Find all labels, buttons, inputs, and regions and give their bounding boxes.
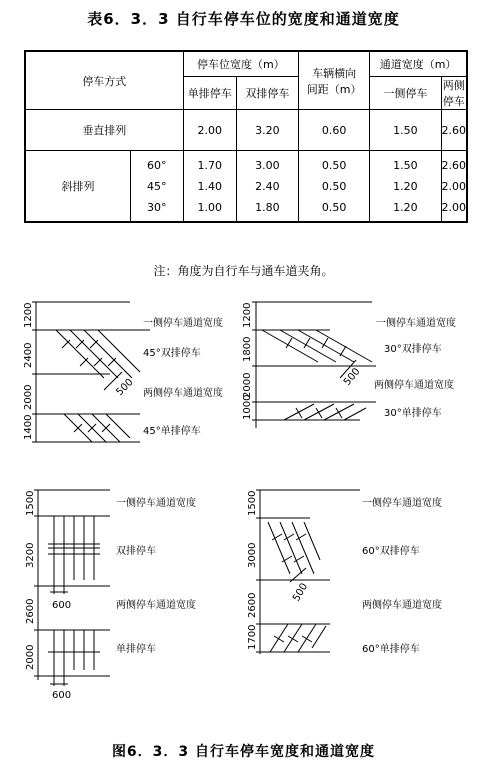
- row-vertical-double: 3.20: [236, 110, 298, 151]
- diagram-90: [34, 490, 110, 686]
- cell-value: 0.50: [321, 179, 347, 193]
- dim-60-aisle-two: 2600: [247, 592, 258, 618]
- pitch-60: 500: [291, 581, 311, 604]
- cell-value: 2.00: [441, 179, 466, 193]
- header-two-side: 两侧停车: [441, 77, 467, 110]
- dim-30-double: 1800: [242, 336, 253, 362]
- label-60-one-side: 一侧停车通道宽度: [362, 498, 442, 509]
- bike-stalls-60-single: [270, 624, 326, 652]
- oblique-angles: [130, 151, 183, 223]
- header-single-row: 单排停车: [183, 77, 236, 110]
- pitch-90-double: 600: [52, 600, 72, 611]
- dim-45-aisle-two: 2000: [23, 384, 34, 410]
- label-30-one-side: 一侧停车通道宽度: [376, 318, 456, 329]
- bike-stalls-30-single: [284, 404, 366, 420]
- row-oblique-label: 斜排列: [25, 151, 130, 223]
- label-30-single: 30°单排停车: [384, 408, 442, 419]
- label-60-two-side: 两侧停车通道宽度: [362, 600, 442, 611]
- label-60-double: 60°双排停车: [362, 546, 420, 557]
- row-vertical-two: 2.60: [441, 110, 467, 151]
- parking-spec-table: [24, 50, 468, 223]
- figure-caption: 图6．3．3 自行车停车宽度和通道宽度: [111, 744, 376, 760]
- cell-value: 1.00: [197, 200, 222, 214]
- header-one-side: 一侧停车: [370, 77, 441, 110]
- cell-value: 1.20: [393, 179, 418, 193]
- label-60-single: 60°单排停车: [362, 644, 420, 655]
- dim-45-aisle-one: 1200: [23, 302, 34, 328]
- dim-90-aisle-one: 1500: [25, 490, 36, 516]
- oblique-gap: [299, 151, 370, 223]
- row-vertical-gap: 0.60: [299, 110, 370, 151]
- dim-60-aisle-one: 1500: [247, 490, 258, 516]
- label-30-two-side: 两侧停车通道宽度: [374, 380, 454, 391]
- label-30-double: 30°双排停车: [384, 344, 442, 355]
- cell-value: 1.40: [197, 179, 222, 193]
- cell-value: 3.00: [255, 158, 280, 172]
- label-45-one-side: 一侧停车通道宽度: [143, 318, 223, 329]
- diagram-30: [252, 302, 376, 428]
- header-gap-line1: 车辆横向: [312, 66, 357, 80]
- cell-value: 2.60: [441, 158, 466, 172]
- angle-45: 45°: [147, 179, 167, 193]
- dim-30-aisle-two: 2000: [242, 372, 253, 398]
- row-vertical-single: 2.00: [183, 110, 236, 151]
- dim-90-double: 3200: [25, 542, 36, 568]
- parking-diagrams: [0, 290, 487, 735]
- header-gap-line2: 间距（m）: [306, 82, 362, 96]
- bike-stalls-45-double: [56, 330, 140, 378]
- header-gap: [299, 51, 370, 110]
- dim-30-single: 1000: [242, 394, 253, 420]
- bike-stalls-90-double: [48, 516, 100, 580]
- dim-45-single: 1400: [23, 414, 34, 440]
- cell-value: 1.50: [393, 158, 418, 172]
- header-space-width: 停车位宽度（m）: [183, 51, 298, 77]
- label-90-double: 双排停车: [116, 546, 156, 557]
- diagram-45: [32, 302, 150, 442]
- cell-value: 1.20: [393, 200, 418, 214]
- header-aisle-width: 通道宽度（m）: [370, 51, 467, 77]
- cell-value: 2.40: [255, 179, 280, 193]
- diagram-60: [256, 490, 360, 654]
- bike-stalls-30-double: [262, 330, 372, 362]
- label-90-single: 单排停车: [116, 644, 156, 655]
- bike-stalls-60-double: [268, 522, 320, 574]
- label-45-two-side: 两侧停车通道宽度: [143, 388, 223, 399]
- header-double-row: 双排停车: [236, 77, 298, 110]
- label-90-one-side: 一侧停车通道宽度: [116, 498, 196, 509]
- label-90-two-side: 两侧停车通道宽度: [116, 600, 196, 611]
- bike-stalls-45-single: [64, 414, 130, 442]
- label-45-double: 45°双排停车: [143, 348, 201, 359]
- cell-value: 1.80: [255, 200, 280, 214]
- cell-value: 0.50: [321, 200, 347, 214]
- oblique-two-side: [441, 151, 467, 223]
- dim-90-aisle-two: 2600: [25, 598, 36, 624]
- oblique-single: [183, 151, 236, 223]
- dim-60-double: 3000: [247, 542, 258, 568]
- table-note: 注：角度为自行车与通车道夹角。: [153, 264, 334, 278]
- dim-60-single: 1700: [247, 624, 258, 650]
- header-parking-mode: 停车方式: [25, 51, 183, 110]
- pitch-90-single: 600: [52, 690, 72, 701]
- oblique-one-side: [370, 151, 441, 223]
- dim-45-double: 2400: [23, 342, 34, 368]
- row-vertical-one: 1.50: [370, 110, 441, 151]
- oblique-double: [236, 151, 298, 223]
- cell-value: 2.00: [441, 200, 466, 214]
- row-vertical-label: 垂直排列: [25, 110, 183, 151]
- cell-value: 0.50: [321, 158, 347, 172]
- dim-30-aisle-one: 1200: [242, 302, 253, 328]
- bike-stalls-90-single: [48, 630, 100, 670]
- angle-60: 60°: [147, 158, 167, 172]
- pitch-30: 500: [341, 366, 363, 388]
- cell-value: 1.70: [197, 158, 222, 172]
- pitch-45: 500: [114, 376, 136, 399]
- table-title: 表6．3．3 自行车停车位的宽度和通道宽度: [87, 10, 400, 28]
- angle-30: 30°: [147, 200, 167, 214]
- dim-90-single: 2000: [25, 644, 36, 670]
- label-45-single: 45°单排停车: [143, 426, 201, 437]
